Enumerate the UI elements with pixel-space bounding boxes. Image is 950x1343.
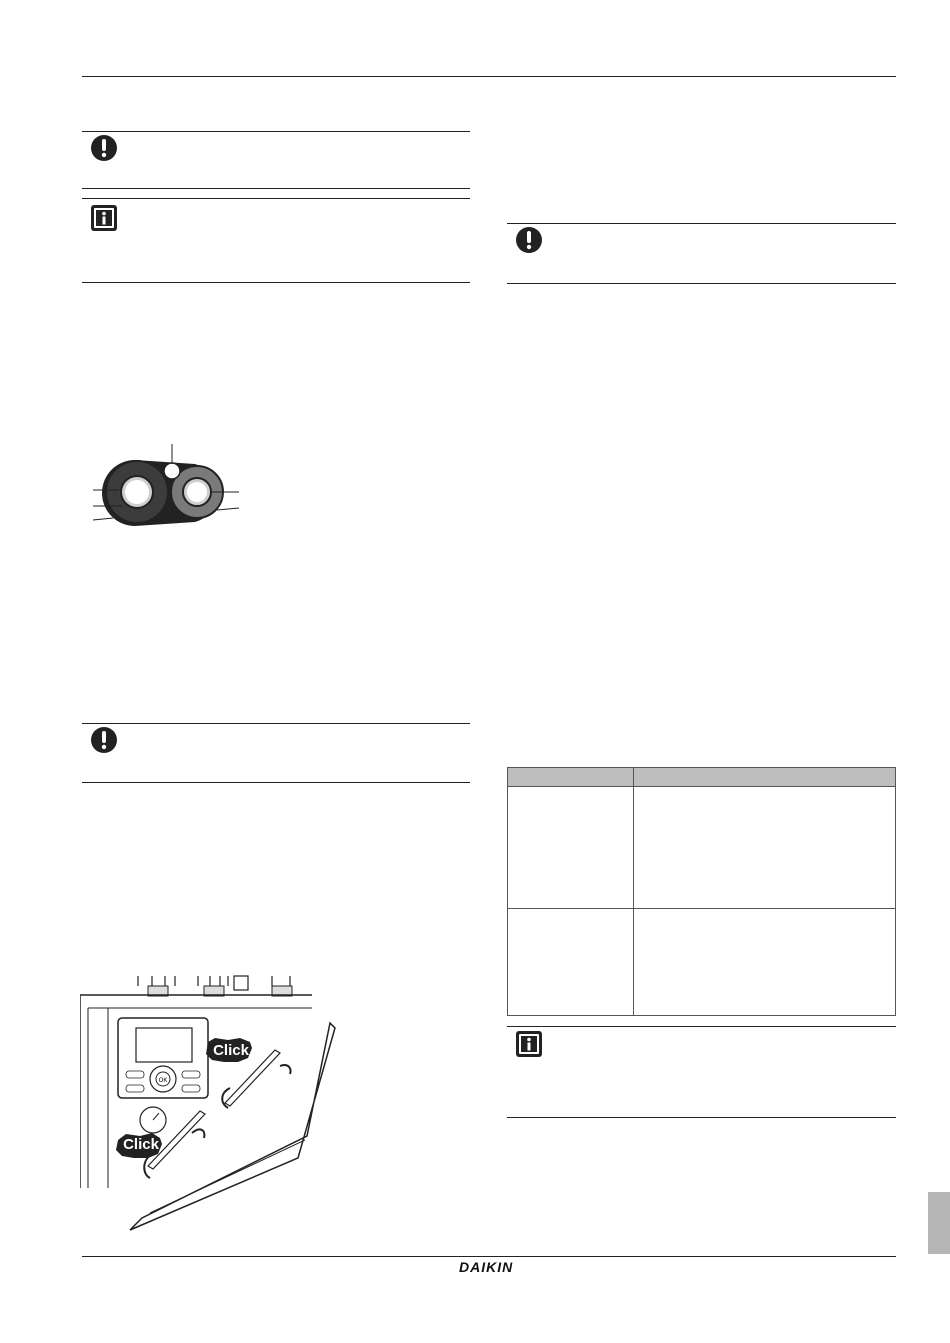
notice-bottom-rule xyxy=(507,1117,896,1118)
notice-bottom-rule xyxy=(82,782,470,783)
table-cell xyxy=(634,787,896,909)
notice-top-rule xyxy=(82,723,470,724)
notice-bottom-rule xyxy=(82,188,470,189)
brand-logo: DAIKIN xyxy=(459,1259,514,1275)
table-cell xyxy=(634,909,896,1016)
info-square-icon xyxy=(89,203,119,233)
table-row xyxy=(508,909,896,1016)
notice-top-rule xyxy=(507,1026,896,1027)
chapter-side-tab xyxy=(928,1192,950,1254)
exclamation-circle-icon xyxy=(89,725,119,755)
notice-top-rule xyxy=(82,198,470,199)
click-label: Click xyxy=(123,1136,159,1153)
pipe-insulation-figure xyxy=(85,440,245,535)
table-header-cell xyxy=(634,768,896,787)
table-header-cell xyxy=(508,768,634,787)
table-cell xyxy=(508,909,634,1016)
notice-bottom-rule xyxy=(82,282,470,283)
table-row xyxy=(508,787,896,909)
click-label: Click xyxy=(213,1042,249,1059)
notice-top-rule xyxy=(82,131,470,132)
table-cell xyxy=(508,787,634,909)
notice-top-rule xyxy=(507,223,896,224)
header-rule xyxy=(82,76,896,77)
notice-bottom-rule xyxy=(507,283,896,284)
info-square-icon xyxy=(514,1029,544,1059)
ok-button-label: OK xyxy=(158,1078,168,1084)
table-header-row xyxy=(508,768,896,787)
exclamation-circle-icon xyxy=(89,133,119,163)
front-panel-click-figure xyxy=(80,968,350,1238)
footer-rule xyxy=(82,1256,896,1257)
spec-table xyxy=(507,767,896,1016)
exclamation-circle-icon xyxy=(514,225,544,255)
